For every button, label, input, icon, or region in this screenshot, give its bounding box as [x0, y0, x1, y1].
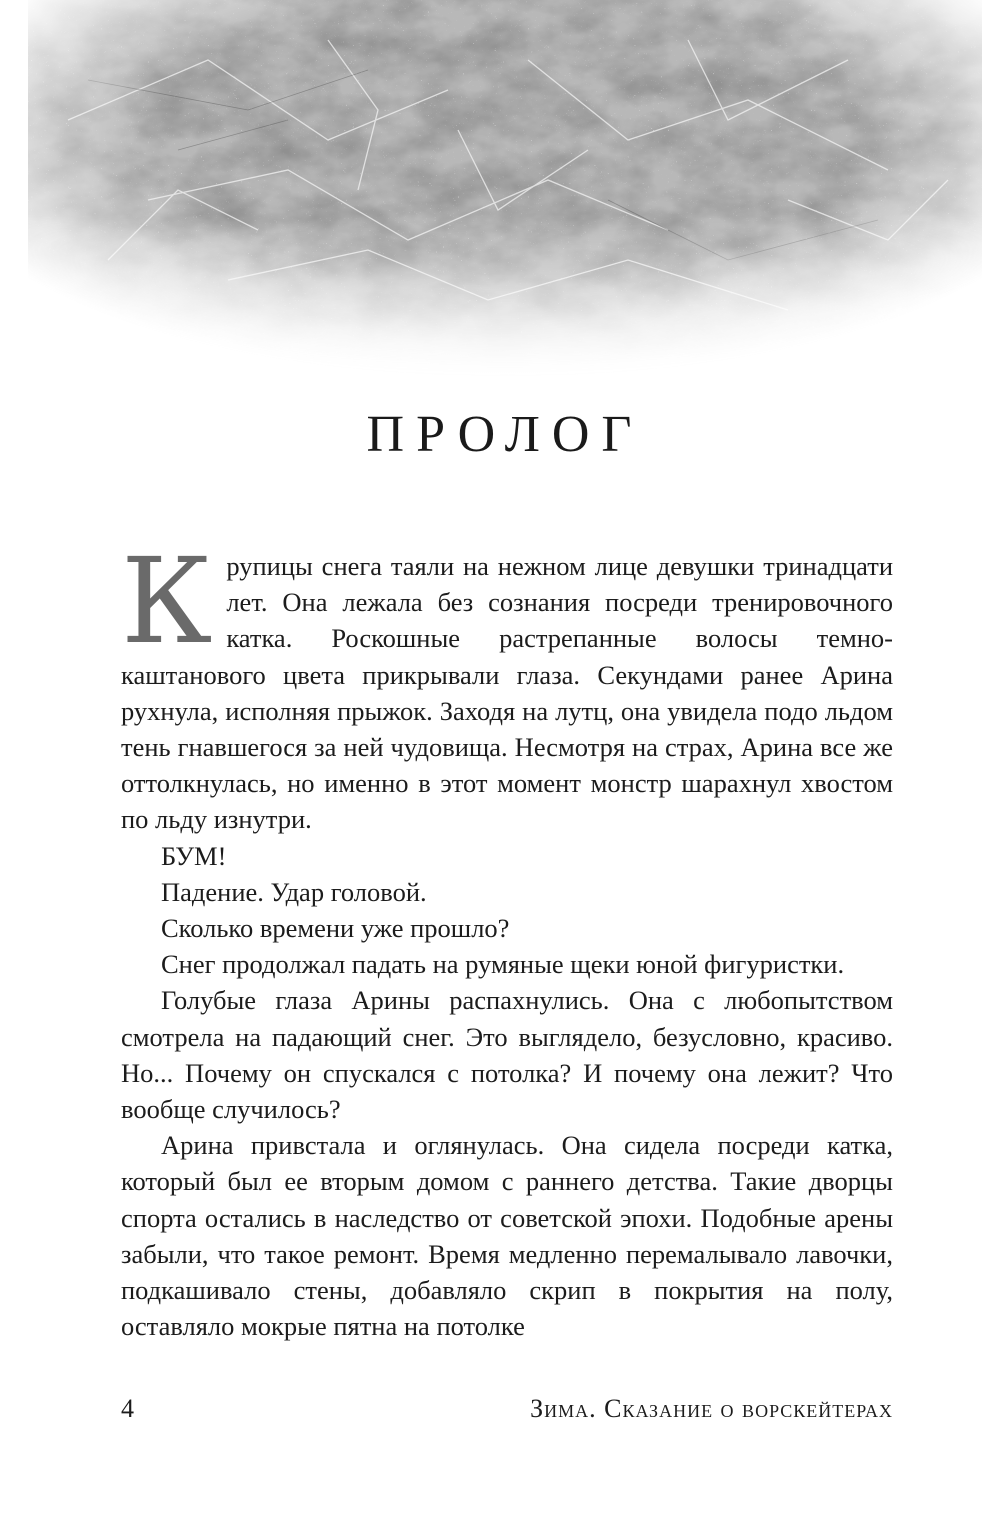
paragraph: БУМ! [161, 840, 227, 871]
running-head: Зима. Сказание о ворскейтерах [530, 1394, 893, 1423]
paragraph: Падение. Удар головой. [161, 876, 427, 907]
drop-cap: К [121, 532, 213, 670]
page-footer [121, 1394, 893, 1424]
page-number: 4 [121, 1394, 134, 1423]
paragraph: Арина привстала и оглянулась. Она сидела посреди катка, который был ее вторым домом с раннего детства. Такие дворцы спорта остались в наследство от советской эпохи. Подобные арены забыли, что такое ремонт. Время медленно перемалывало лавочки, подкашивало стены, добавляло скрип в покрытия на полу, оставляло мокрые пятна на потолке [121, 1130, 893, 1342]
body-text [121, 532, 893, 1344]
paragraph: Сколько времени уже прошло? [161, 913, 510, 944]
paragraph: Снег продолжал падать на румяные щеки юной фигуристки. [161, 949, 845, 980]
chapter-title: ПРОЛОГ [366, 406, 644, 463]
paragraph-opening: Крупицы снега таяли на нежном лице девушки тринадцати лет. Она лежала без сознания посреди тренировочного катка. Роскошные растрепанные волосы темно-каштанового цвета прикрывали глаза. Секундами ранее Арина рухнула, исполняя прыжок. Заходя на лутц, она увидела подо льдом тень гнавшегося за ней чудовища. Несмотря на страх, Арина все же оттолкнулась, но именно в этот момент монстр шарахнул хвостом по льду изнутри. [121, 532, 893, 835]
paragraph: Голубые глаза Арины распахнулись. Она с любопытством смотрела на падающий снег. Это выглядело, безусловно, красиво. Но... Почему он спускался с потолка? И почему она лежит? Что вообще случилось? [121, 985, 893, 1125]
ice-texture-illustration [28, 0, 982, 390]
